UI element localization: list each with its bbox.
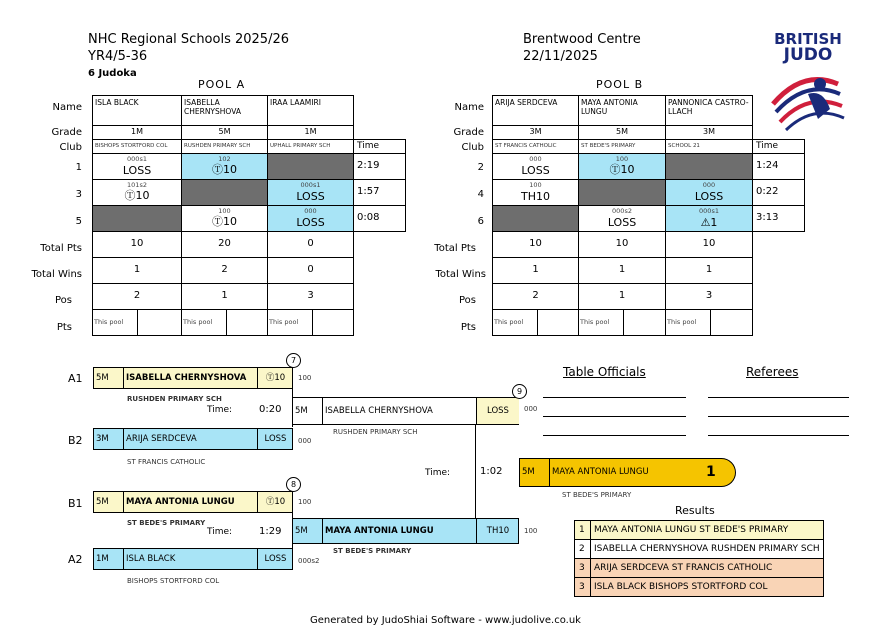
club-name: ST BEDE'S PRIMARY bbox=[333, 547, 412, 555]
total-pts: 10 bbox=[493, 232, 579, 258]
bracket-entry: 5M MAYA ANTONIA LUNGU Ⓣ10 bbox=[93, 491, 293, 513]
result-code: 100 bbox=[524, 527, 538, 535]
player-club: BISHOPS STORTFORD COL bbox=[93, 140, 182, 154]
total-wins: 1 bbox=[493, 258, 579, 284]
row-number: 3 bbox=[75, 189, 82, 200]
winner-place: 1 bbox=[698, 458, 736, 487]
total-wins: 2 bbox=[182, 258, 268, 284]
match-result: 000s1 ⚠1 bbox=[666, 206, 753, 232]
empty-cell bbox=[493, 206, 579, 232]
empty-cell bbox=[268, 154, 354, 180]
referees-heading: Referees bbox=[746, 365, 799, 379]
label-grade: Grade bbox=[453, 127, 484, 138]
result-row: 3 ARIJA SERDCEVA ST FRANCIS CATHOLIC bbox=[575, 559, 824, 578]
total-pts: 20 bbox=[182, 232, 268, 258]
player-grade: 5M bbox=[182, 126, 268, 140]
total-pts: 10 bbox=[579, 232, 666, 258]
match-result: 000 LOSS bbox=[666, 180, 753, 206]
result-row: 2 ISABELLA CHERNYSHOVA RUSHDEN PRIMARY SCH bbox=[575, 540, 824, 559]
club-name: RUSHDEN PRIMARY SCH bbox=[333, 428, 418, 436]
player-club: RUSHDEN PRIMARY SCH bbox=[182, 140, 268, 154]
this-pool-pts: This pool bbox=[93, 310, 182, 336]
result-code: 000s2 bbox=[298, 557, 320, 565]
label-total-wins: Total Wins bbox=[435, 269, 486, 280]
footer: Generated by JudoShiai Software - www.judolive.co.uk bbox=[310, 615, 581, 626]
player-grade: 1M bbox=[268, 126, 354, 140]
result-row: 3 ISLA BLACK BISHOPS STORTFORD COL bbox=[575, 578, 824, 597]
match-result: 100 TH10 bbox=[493, 180, 579, 206]
match-result: 000s1 LOSS bbox=[93, 154, 182, 180]
label-pos: Pos bbox=[458, 295, 476, 306]
bracket-entry: 5M MAYA ANTONIA LUNGU TH10 bbox=[292, 518, 519, 544]
player-club: ST BEDE'S PRIMARY bbox=[579, 140, 666, 154]
total-pts: 10 bbox=[666, 232, 753, 258]
empty-cell bbox=[579, 180, 666, 206]
match-time: 1:29 bbox=[259, 526, 282, 537]
time-header: Time bbox=[753, 140, 805, 154]
match-time: 2:19 bbox=[354, 154, 406, 180]
this-pool-pts: This pool bbox=[182, 310, 268, 336]
total-wins: 1 bbox=[93, 258, 182, 284]
bracket-entry: 5M ISABELLA CHERNYSHOVA Ⓣ10 bbox=[93, 367, 293, 389]
match-number: 8 bbox=[286, 477, 301, 492]
result-code: 000 bbox=[298, 437, 312, 445]
match-time: 0:20 bbox=[259, 404, 282, 415]
seed-label: B2 bbox=[68, 434, 83, 447]
row-number: 6 bbox=[477, 216, 484, 227]
match-result: 102 Ⓣ10 bbox=[182, 154, 268, 180]
match-result: 100 Ⓣ10 bbox=[182, 206, 268, 232]
row-number: 1 bbox=[75, 162, 82, 173]
label-club: Club bbox=[59, 142, 82, 153]
match-result: 000 LOSS bbox=[268, 206, 354, 232]
club-name: RUSHDEN PRIMARY SCH bbox=[127, 395, 222, 403]
this-pool-pts: This pool bbox=[268, 310, 354, 336]
match-result: 000 LOSS bbox=[493, 154, 579, 180]
empty-cell bbox=[93, 206, 182, 232]
total-wins: 1 bbox=[579, 258, 666, 284]
match-time: 1:24 bbox=[753, 154, 805, 180]
judoka-count: 6 Judoka bbox=[88, 68, 137, 79]
result-row: 1 MAYA ANTONIA LUNGU ST BEDE'S PRIMARY bbox=[575, 521, 824, 540]
venue: Brentwood Centre bbox=[523, 32, 641, 47]
this-pool-pts: This pool bbox=[666, 310, 753, 336]
club-name: ST BEDE'S PRIMARY bbox=[127, 519, 206, 527]
position: 3 bbox=[268, 284, 354, 310]
total-pts: 0 bbox=[268, 232, 354, 258]
results-heading: Results bbox=[675, 504, 715, 517]
this-pool-pts: This pool bbox=[579, 310, 666, 336]
match-result: 000s2 LOSS bbox=[579, 206, 666, 232]
label-pts: Pts bbox=[56, 322, 72, 333]
player-club: UPHALL PRIMARY SCH bbox=[268, 140, 354, 154]
label-name: Name bbox=[454, 102, 484, 113]
player-club: SCHOOL 21 bbox=[666, 140, 753, 154]
pool-b-title: POOL B bbox=[596, 78, 644, 91]
table-officials-heading: Table Officials bbox=[563, 365, 646, 379]
row-number: 2 bbox=[477, 162, 484, 173]
position: 1 bbox=[579, 284, 666, 310]
seed-label: B1 bbox=[68, 497, 83, 510]
label-pos: Pos bbox=[54, 295, 72, 306]
time-label: Time: bbox=[207, 405, 233, 415]
club-name: BISHOPS STORTFORD COL bbox=[127, 577, 220, 585]
match-time: 1:57 bbox=[354, 180, 406, 206]
time-header: Time bbox=[354, 140, 406, 154]
player-name: IRAA LAAMIRI bbox=[268, 96, 354, 126]
result-code: 100 bbox=[298, 498, 312, 506]
pool-b-table bbox=[492, 95, 805, 336]
label-name: Name bbox=[52, 102, 82, 113]
time-label: Time: bbox=[425, 468, 451, 478]
label-grade: Grade bbox=[51, 127, 82, 138]
player-grade: 5M bbox=[579, 126, 666, 140]
match-result: 100 Ⓣ10 bbox=[579, 154, 666, 180]
club-name: ST FRANCIS CATHOLIC bbox=[127, 458, 206, 466]
label-total-wins: Total Wins bbox=[31, 269, 82, 280]
british-judo-logo: BRITISH JUDO bbox=[768, 32, 848, 138]
total-pts: 10 bbox=[93, 232, 182, 258]
player-name: PANNONICA CASTRO-LLACH bbox=[666, 96, 753, 126]
result-code: 100 bbox=[298, 374, 312, 382]
match-time: 0:08 bbox=[354, 206, 406, 232]
total-wins: 1 bbox=[666, 258, 753, 284]
label-total-pts: Total Pts bbox=[434, 243, 476, 254]
bracket-entry: 3M ARIJA SERDCEVA LOSS bbox=[93, 428, 293, 450]
this-pool-pts: This pool bbox=[493, 310, 579, 336]
event-title: NHC Regional Schools 2025/26 bbox=[88, 32, 289, 47]
event-date: 22/11/2025 bbox=[523, 49, 598, 64]
pool-a-title: POOL A bbox=[198, 78, 246, 91]
seed-label: A2 bbox=[68, 553, 83, 566]
player-name: ISLA BLACK bbox=[93, 96, 182, 126]
bracket-entry: 5M ISABELLA CHERNYSHOVA LOSS bbox=[292, 397, 519, 425]
label-total-pts: Total Pts bbox=[40, 243, 82, 254]
match-time: 0:22 bbox=[753, 180, 805, 206]
total-wins: 0 bbox=[268, 258, 354, 284]
label-pts: Pts bbox=[460, 322, 476, 333]
time-label: Time: bbox=[207, 527, 233, 537]
position: 2 bbox=[493, 284, 579, 310]
player-grade: 3M bbox=[666, 126, 753, 140]
row-number: 5 bbox=[75, 216, 82, 227]
label-club: Club bbox=[461, 142, 484, 153]
player-name: ISABELLA CHERNYSHOVA bbox=[182, 96, 268, 126]
position: 2 bbox=[93, 284, 182, 310]
results-table bbox=[574, 520, 824, 597]
match-time: 3:13 bbox=[753, 206, 805, 232]
player-grade: 1M bbox=[93, 126, 182, 140]
player-club: ST FRANCIS CATHOLIC bbox=[493, 140, 579, 154]
row-number: 4 bbox=[477, 189, 484, 200]
result-code: 000 bbox=[524, 405, 538, 413]
empty-cell bbox=[182, 180, 268, 206]
match-number: 7 bbox=[286, 353, 301, 368]
player-grade: 3M bbox=[493, 126, 579, 140]
seed-label: A1 bbox=[68, 372, 83, 385]
position: 3 bbox=[666, 284, 753, 310]
winner-entry: 5M MAYA ANTONIA LUNGU bbox=[519, 458, 719, 487]
pool-a-table bbox=[92, 95, 406, 336]
match-result: 000s1 LOSS bbox=[268, 180, 354, 206]
match-time: 1:02 bbox=[480, 466, 503, 477]
player-name: MAYA ANTONIA LUNGU bbox=[579, 96, 666, 126]
position: 1 bbox=[182, 284, 268, 310]
match-result: 101s2 Ⓣ10 bbox=[93, 180, 182, 206]
match-number: 9 bbox=[512, 384, 527, 399]
club-name: ST BEDE'S PRIMARY bbox=[562, 491, 632, 499]
bracket-entry: 1M ISLA BLACK LOSS bbox=[93, 548, 293, 570]
empty-cell bbox=[666, 154, 753, 180]
category: YR4/5-36 bbox=[88, 49, 148, 64]
player-name: ARIJA SERDCEVA bbox=[493, 96, 579, 126]
